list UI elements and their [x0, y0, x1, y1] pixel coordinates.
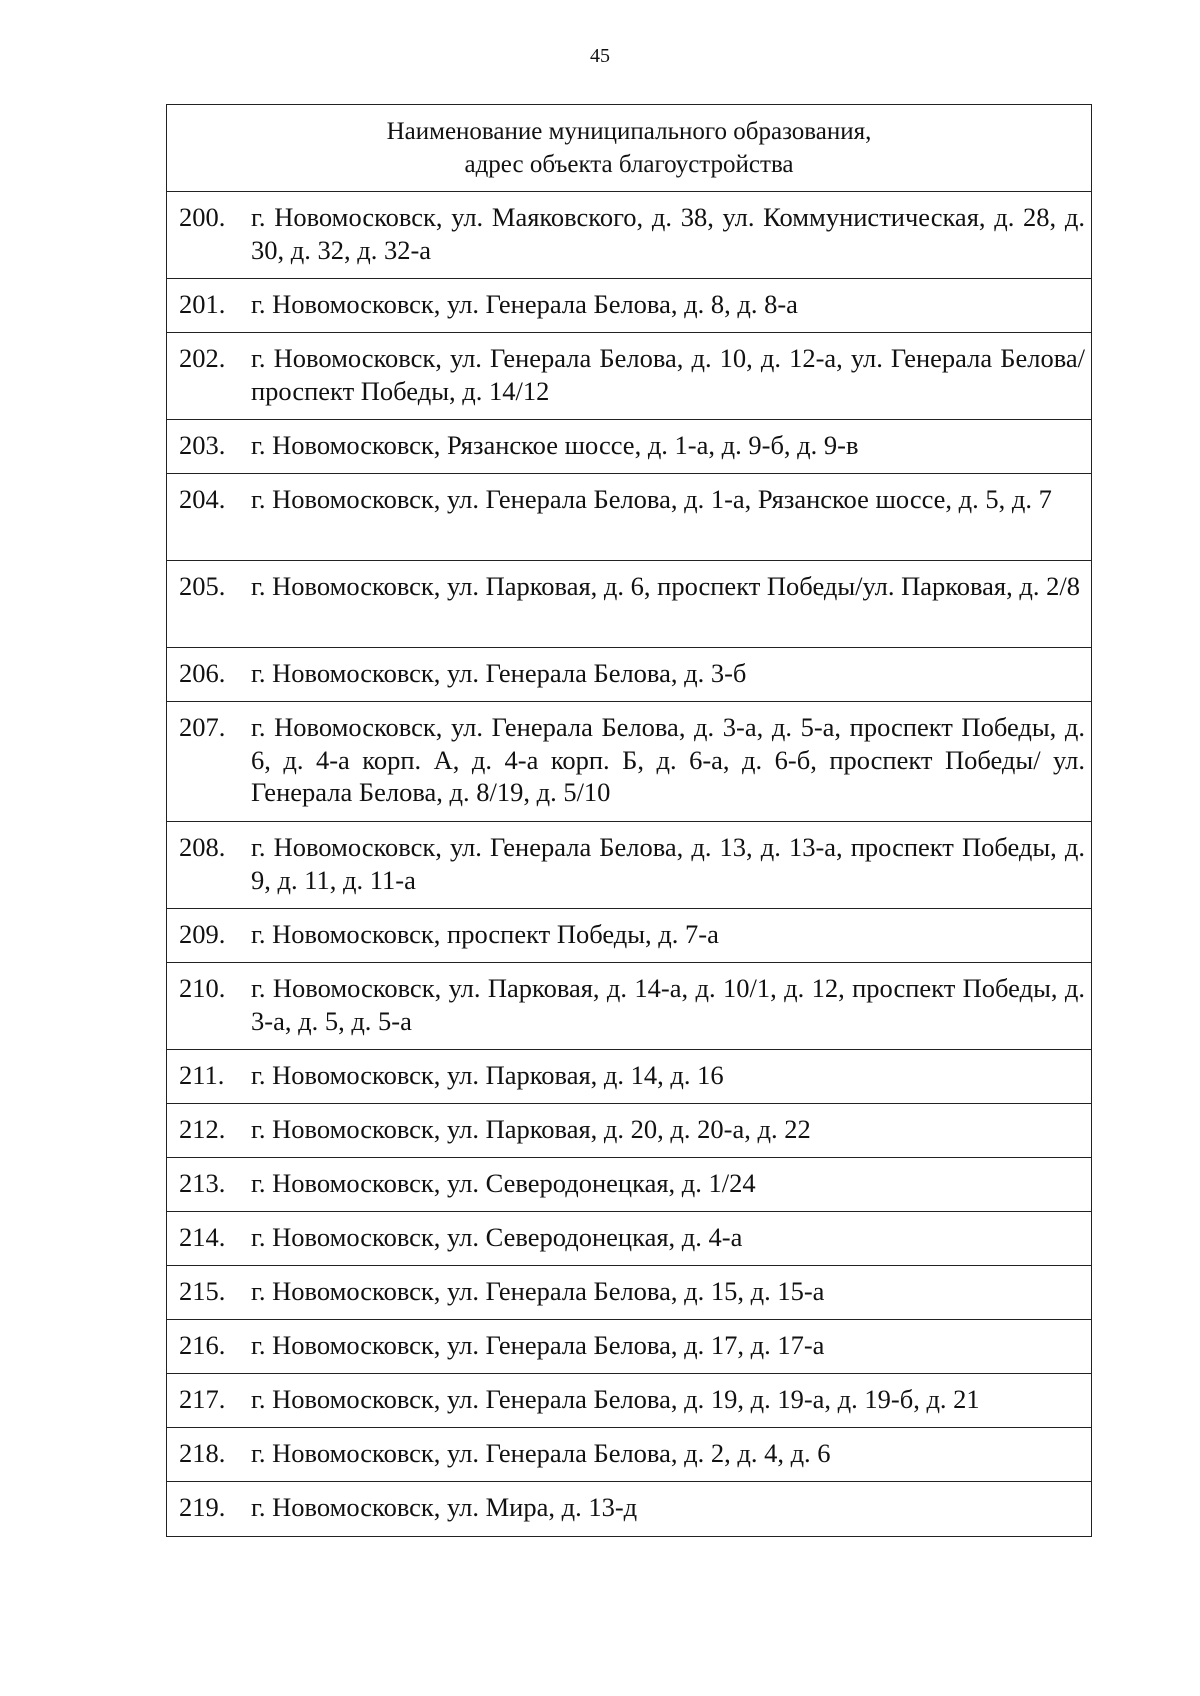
row-address: г. Новомосковск, проспект Победы, д. 7-а [251, 919, 719, 949]
table-row [167, 474, 1091, 561]
row-address: г. Новомосковск, ул. Генерала Белова, д. 8, д. 8-а [251, 289, 798, 319]
table-row [167, 1320, 1091, 1374]
table-row [167, 279, 1091, 333]
table-row [167, 561, 1091, 648]
row-number: 203. [179, 430, 226, 460]
row-address: г. Новомосковск, ул. Северодонецкая, д. 1/24 [251, 1168, 756, 1198]
row-number: 200. [179, 202, 226, 232]
row-number: 219. [179, 1492, 226, 1522]
table-row [167, 822, 1091, 909]
row-address: г. Новомосковск, ул. Генерала Белова, д. 15, д. 15-а [251, 1276, 825, 1306]
row-number: 216. [179, 1330, 226, 1360]
row-number: 211. [179, 1060, 225, 1090]
row-address: г. Новомосковск, ул. Генерала Белова, д. 3-а, д. 5-а, проспект Победы, д. 6, д. 4-а корп. А, д. 4-а корп. Б, д. 6-а, д. 6-б, проспект Победы/ ул. Генерала Белова, д. 8/19, д. 5/10 [251, 712, 1085, 807]
row-address: г. Новомосковск, ул. Парковая, д. 14, д. 16 [251, 1060, 724, 1090]
table-row [167, 1482, 1091, 1536]
row-address: г. Новомосковск, ул. Генерала Белова, д. 13, д. 13-а, проспект Победы, д. 9, д. 11, д. 11-а [251, 832, 1085, 895]
table-row [167, 1266, 1091, 1320]
table-row [167, 648, 1091, 702]
row-address: г. Новомосковск, ул. Генерала Белова, д. 17, д. 17-а [251, 1330, 825, 1360]
row-number: 215. [179, 1276, 226, 1306]
table-row [167, 1428, 1091, 1482]
row-number: 204. [179, 484, 226, 514]
table-row [167, 1212, 1091, 1266]
header-line-1: Наименование муниципального образования, [386, 118, 872, 145]
table-row [167, 702, 1091, 822]
row-address: г. Новомосковск, ул. Генерала Белова, д. 19, д. 19-а, д. 19-б, д. 21 [251, 1384, 980, 1414]
row-address: г. Новомосковск, ул. Парковая, д. 6, проспект Победы/ул. Парковая, д. 2/8 [251, 571, 1080, 601]
table-row [167, 420, 1091, 474]
row-address: г. Новомосковск, ул. Мира, д. 13-д [251, 1492, 638, 1522]
row-number: 218. [179, 1438, 226, 1468]
row-number: 206. [179, 658, 226, 688]
table-row [167, 192, 1091, 279]
row-number: 213. [179, 1168, 226, 1198]
table-row [167, 909, 1091, 963]
row-address: г. Новомосковск, ул. Генерала Белова, д. 3-б [251, 658, 747, 688]
page-number: 45 [590, 45, 610, 67]
table-row [167, 1374, 1091, 1428]
row-number: 210. [179, 973, 226, 1003]
row-number: 202. [179, 343, 226, 373]
row-address: г. Новомосковск, ул. Маяковского, д. 38, ул. Коммунистическая, д. 28, д. 30, д. 32, д. 32-а [251, 202, 1085, 265]
table-row [167, 1104, 1091, 1158]
row-number: 209. [179, 919, 226, 949]
row-number: 201. [179, 289, 226, 319]
row-number: 214. [179, 1222, 226, 1252]
row-number: 208. [179, 832, 226, 862]
table-row [167, 1050, 1091, 1104]
row-address: г. Новомосковск, ул. Парковая, д. 14-а, д. 10/1, д. 12, проспект Победы, д. 3-а, д. 5, д. 5-а [251, 973, 1085, 1036]
row-number: 205. [179, 571, 226, 601]
header-line-2: адрес объекта благоустройства [464, 151, 794, 178]
row-address: г. Новомосковск, ул. Северодонецкая, д. 4-а [251, 1222, 743, 1252]
address-table [166, 104, 1092, 1537]
table-row [167, 963, 1091, 1050]
table-row [167, 1158, 1091, 1212]
row-address: г. Новомосковск, Рязанское шоссе, д. 1-а, д. 9-б, д. 9-в [251, 430, 859, 460]
table-header [167, 105, 1091, 192]
row-address: г. Новомосковск, ул. Генерала Белова, д. 2, д. 4, д. 6 [251, 1438, 831, 1468]
row-number: 207. [179, 712, 226, 742]
table-row [167, 333, 1091, 420]
row-address: г. Новомосковск, ул. Генерала Белова, д. 10, д. 12-а, ул. Генерала Белова/проспект Победы, д. 14/12 [251, 343, 1085, 406]
row-number: 212. [179, 1114, 226, 1144]
row-number: 217. [179, 1384, 226, 1414]
row-address: г. Новомосковск, ул. Парковая, д. 20, д. 20-а, д. 22 [251, 1114, 811, 1144]
row-address: г. Новомосковск, ул. Генерала Белова, д. 1-а, Рязанское шоссе, д. 5, д. 7 [251, 484, 1052, 514]
